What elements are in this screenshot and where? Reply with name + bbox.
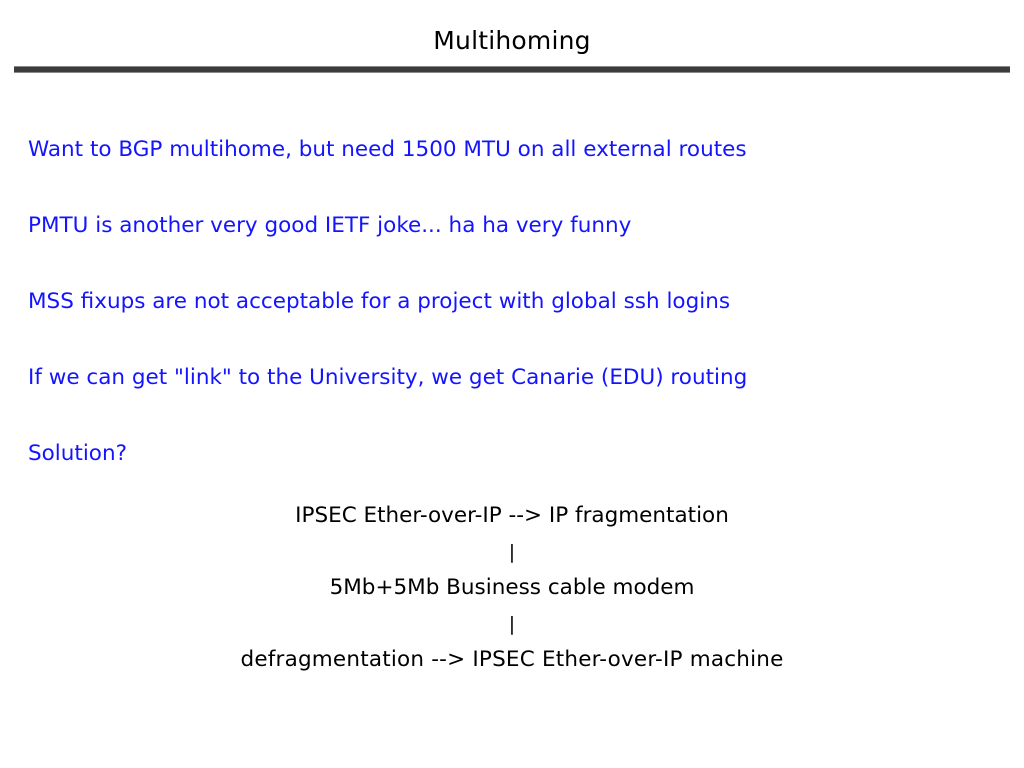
slide-title: Multihoming: [433, 26, 591, 55]
topology-diagram: [0, 498, 1024, 678]
bullet-item: If we can get "link" to the University, we get Canarie (EDU) routing: [28, 365, 748, 390]
diagram-connector-upper: |: [508, 541, 516, 563]
diagram-node-top: IPSEC Ether-over-IP --> IP fragmentation: [295, 503, 729, 528]
bullet-list: [28, 112, 988, 492]
diagram-connector-lower: |: [508, 613, 516, 635]
bullet-item: MSS fixups are not acceptable for a project with global ssh logins: [28, 289, 731, 314]
bullet-item: PMTU is another very good IETF joke... ha ha very funny: [28, 213, 632, 238]
diagram-node-middle: 5Mb+5Mb Business cable modem: [329, 575, 695, 600]
bullet-item: Solution?: [28, 441, 127, 466]
title-divider: [14, 66, 1010, 73]
bullet-item: Want to BGP multihome, but need 1500 MTU on all external routes: [28, 137, 747, 162]
diagram-node-bottom: defragmentation --> IPSEC Ether-over-IP machine: [240, 647, 784, 672]
